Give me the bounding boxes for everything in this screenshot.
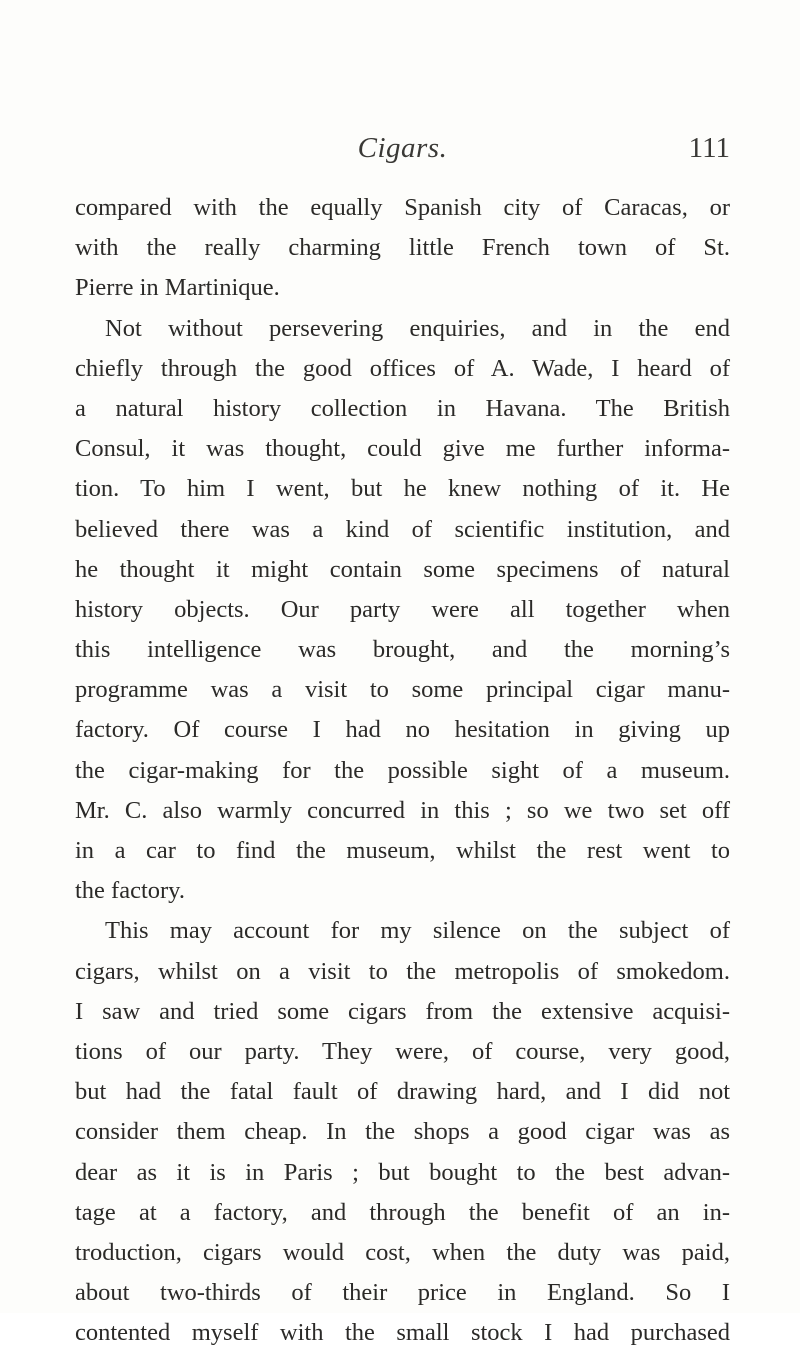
text-line: he thought it might contain some specimens of natural xyxy=(75,555,730,583)
text-line: chiefly through the good offices of A. Wade, I heard of xyxy=(75,354,730,382)
text-line: tion. To him I went, but he knew nothing of it. He xyxy=(75,475,730,503)
text-line: compared with the equally Spanish city of Caracas, or xyxy=(75,194,730,221)
running-head: Cigars. xyxy=(357,132,448,164)
text-line: Mr. C. also warmly concurred in this ; so we two set off xyxy=(75,796,730,824)
text-line: with the really charming little French town of St. xyxy=(75,234,730,262)
text-line: Pierre in Martinique. xyxy=(75,274,280,302)
text-line: I saw and tried some cigars from the extensive acquisi- xyxy=(75,997,730,1025)
text-line: tions of our party. They were, of course, very good, xyxy=(75,1037,730,1065)
text-line: but had the fatal fault of drawing hard, and I did not xyxy=(75,1078,730,1106)
text-line: programme was a visit to some principal cigar manu- xyxy=(75,676,730,704)
text-line: a natural history collection in Havana. The British xyxy=(75,394,730,422)
page-number: 111 xyxy=(688,132,730,164)
text-line: about two-thirds of their price in England. So I xyxy=(75,1279,730,1307)
text-line: troduction, cigars would cost, when the duty was paid, xyxy=(75,1238,730,1266)
text-line: Consul, it was thought, could give me further informa- xyxy=(75,435,730,463)
text-line: the factory. xyxy=(75,877,185,905)
text-line: in a car to find the museum, whilst the rest went to xyxy=(75,837,730,864)
text-line: factory. Of course I had no hesitation in giving up xyxy=(75,716,730,744)
text-line: consider them cheap. In the shops a good cigar was as xyxy=(75,1118,730,1146)
page-header xyxy=(75,132,730,172)
text-line: the cigar-making for the possible sight of a museum. xyxy=(75,756,730,784)
text-line: history objects. Our party were all together when xyxy=(75,595,730,623)
text-line: Not without persevering enquiries, and in the end xyxy=(105,314,730,342)
text-line: cigars, whilst on a visit to the metropolis of smokedom. xyxy=(75,957,730,985)
text-line: contented myself with the small stock I had purchased xyxy=(75,1319,730,1347)
text-line: This may account for my silence on the subject of xyxy=(105,917,730,945)
body-text xyxy=(75,188,730,1353)
text-line: dear as it is in Paris ; but bought to the best advan- xyxy=(75,1158,730,1186)
text-line: tage at a factory, and through the benefit of an in- xyxy=(75,1198,730,1226)
text-line: believed there was a kind of scientific institution, and xyxy=(75,515,730,543)
text-line: this intelligence was brought, and the morning’s xyxy=(75,636,730,664)
